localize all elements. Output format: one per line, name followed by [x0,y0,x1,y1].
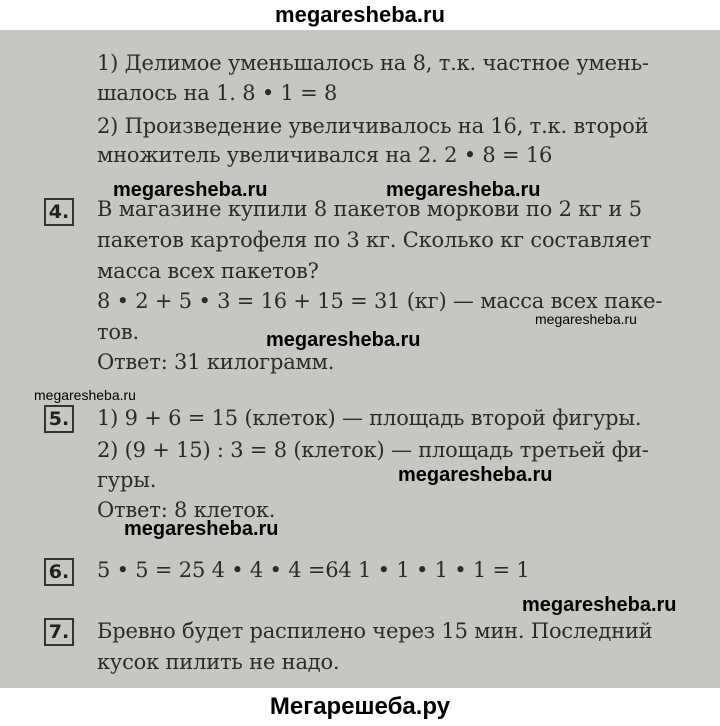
task3-line-4: множитель увеличивался на 2. 2 • 8 = 16 [97,143,553,167]
task4-line-6: Ответ: 31 килограмм. [97,350,335,374]
task6-line-1: 5 • 5 = 25 4 • 4 • 4 =64 1 • 1 • 1 • 1 = 1 [97,558,530,582]
watermark: megaresheba.ru [34,387,136,403]
watermark: megaresheba.ru [535,311,637,327]
task5-line-4: Ответ: 8 клеток. [97,498,276,522]
task3-line-2: шалось на 1. 8 • 1 = 8 [97,81,338,105]
task7-line-1: Бревно будет распилено через 15 мин. Последний [97,619,653,643]
task4-line-2: пакетов картофеля по 3 кг. Сколько кг составляет [97,228,652,252]
task-number-5: 5. [44,405,74,433]
task-number-7: 7. [44,618,74,646]
task5-line-3: гуры. [97,468,157,492]
task5-line-2: 2) (9 + 15) : 3 = 8 (клеток) — площадь третьей фи- [97,438,649,462]
watermark: megaresheba.ru [113,179,268,201]
task4-line-3: масса всех пакетов? [97,259,319,283]
task7-line-2: кусок пилить не надо. [97,650,340,674]
textbook-page [0,30,720,688]
task-number-6: 6. [44,558,74,586]
watermark: megaresheba.ru [266,329,421,351]
task4-line-4: 8 • 2 + 5 • 3 = 16 + 15 = 31 (кг) — масса всех паке- [97,289,663,313]
watermark: megaresheba.ru [522,594,677,616]
site-header: megaresheba.ru [0,0,720,30]
task4-line-5: тов. [97,320,139,344]
task-number-4: 4. [44,198,74,226]
task5-line-1: 1) 9 + 6 = 15 (клеток) — площадь второй фигуры. [97,406,642,430]
watermark: megaresheba.ru [398,464,553,486]
task4-line-1: В магазине купили 8 пакетов моркови по 2 кг и 5 [97,197,642,221]
task3-line-3: 2) Произведение увеличивалось на 16, т.к. второй [97,114,649,138]
watermark: megaresheba.ru [386,179,541,201]
site-footer: Мегарешеба.ру [0,688,720,726]
watermark: megaresheba.ru [124,518,279,540]
task3-line-1: 1) Делимое уменьшалось на 8, т.к. частное умень- [97,51,649,75]
